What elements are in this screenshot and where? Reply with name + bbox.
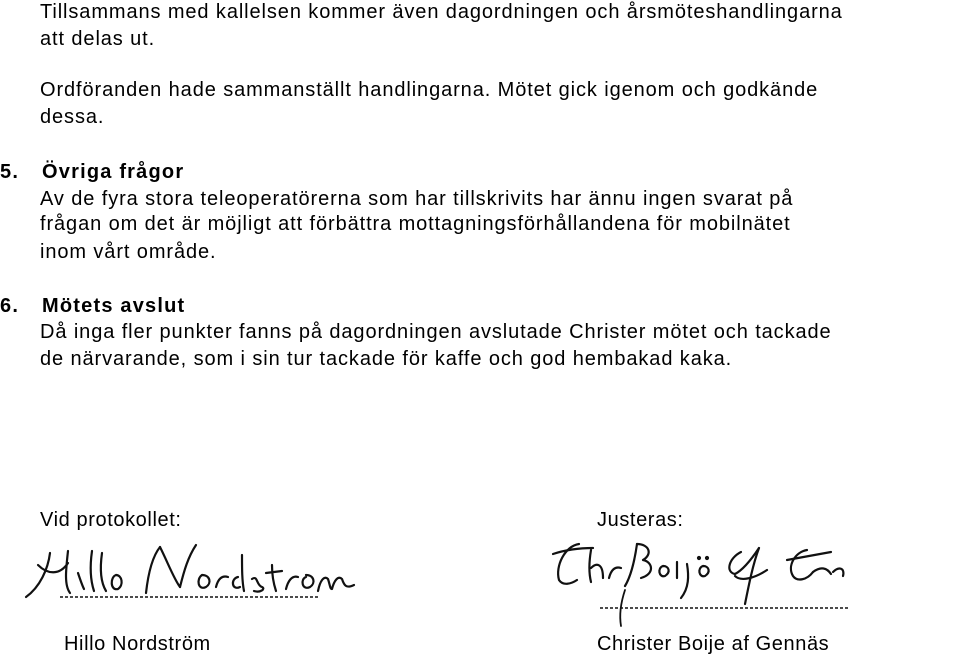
body-line-4: dessa.: [40, 106, 105, 128]
body-line-3: Ordföranden hade sammanställt handlingarna. Mötet gick igenom och godkände: [40, 79, 819, 101]
signature-left-name: Hillo Nordström: [64, 633, 211, 655]
section-6-title: Mötets avslut: [42, 295, 186, 317]
section-5-line-2: frågan om det är möjligt att förbättra mottagningsförhållandena för mobilnätet: [40, 213, 791, 235]
section-6-number: 6.: [0, 295, 20, 317]
signature-left-image: [20, 535, 360, 605]
section-5-title: Övriga frågor: [42, 161, 185, 183]
section-5-line-3: inom vårt område.: [40, 241, 217, 263]
section-6-line-2: de närvarande, som i sin tur tackade för kaffe och god hembakad kaka.: [40, 348, 733, 370]
signature-right-name: Christer Boije af Gennäs: [597, 633, 830, 655]
signature-right-caption: Justeras:: [597, 509, 684, 531]
section-5-number: 5.: [0, 161, 20, 183]
body-line-1: Tillsammans med kallelsen kommer även dagordningen och årsmöteshandlingarna: [40, 1, 843, 23]
signature-right-image: [545, 530, 865, 630]
body-line-2: att delas ut.: [40, 28, 156, 50]
section-5-line-1: Av de fyra stora teleoperatörerna som har tillskrivits har ännu ingen svarat på: [40, 188, 794, 210]
section-6-line-1: Då inga fler punkter fanns på dagordningen avslutade Christer mötet och tackade: [40, 321, 832, 343]
signature-left-caption: Vid protokollet:: [40, 509, 182, 531]
